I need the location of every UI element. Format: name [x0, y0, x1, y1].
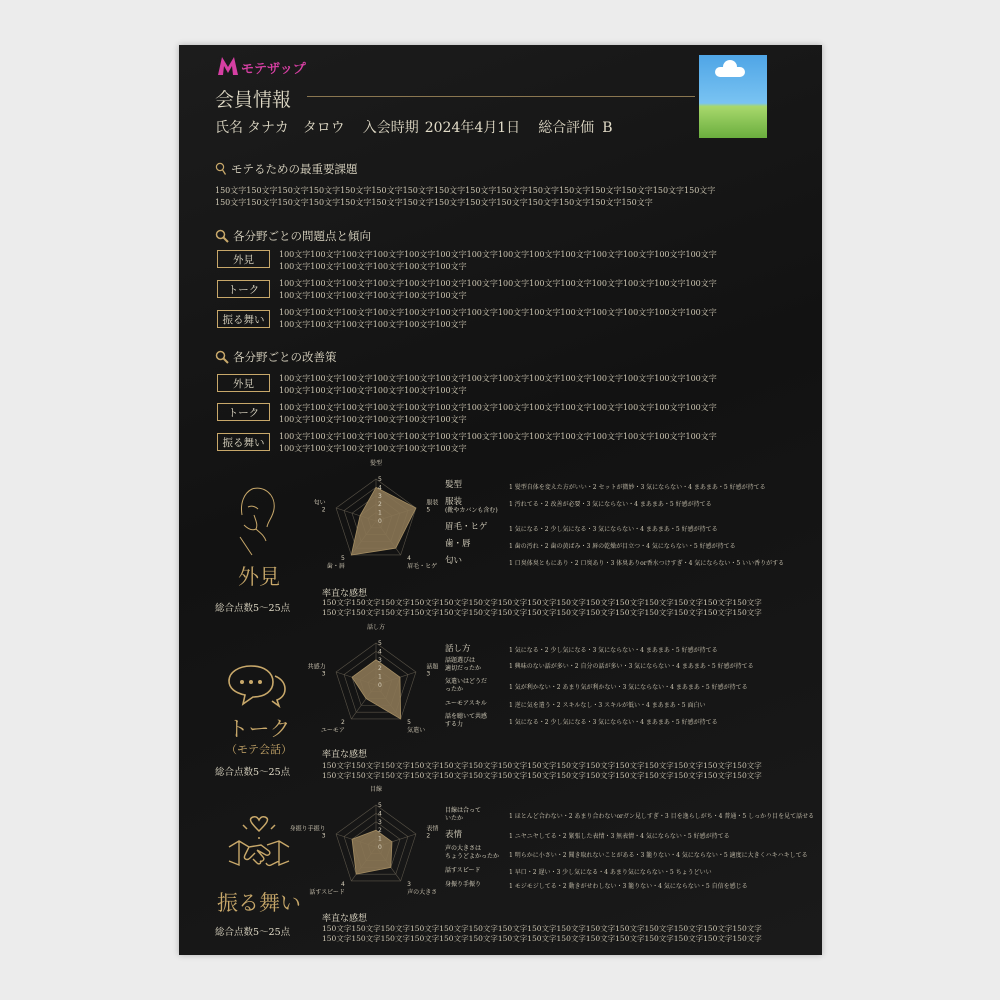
text-line: 150文字150文字150文字150文字150文字150文字150文字150文字150文字150文字150文字150文字150文字150文字150文字 — [322, 771, 762, 780]
radar-axis-value: 3 — [321, 832, 326, 840]
problems-heading — [215, 228, 371, 246]
criterion-desc: 1 早口・2 遅い・3 少し気になる・4 あまり気にならない・5 ちょうどいい — [509, 869, 712, 876]
criterion-label: 話すスピード — [445, 867, 481, 874]
radar-axis-label: 話し方 — [366, 624, 386, 631]
improve-text-appearance — [279, 373, 717, 397]
text-line: 150文字150文字150文字150文字150文字150文字150文字150文字150文字150文字150文字150文字150文字150文字150文字 — [322, 598, 762, 607]
radar-tick-label: 5 — [378, 802, 382, 809]
criterion-label: 眉毛・ヒゲ — [445, 522, 488, 532]
brand-logo — [217, 55, 357, 79]
radar-axis-label: 服装 — [426, 499, 439, 507]
text-line: 100文字100文字100文字100文字100文字100文字 — [279, 291, 467, 300]
section-subtitle-talk: （モテ会話） — [226, 743, 292, 756]
criterion-label: 気遣いはどうだ ったか — [445, 678, 488, 693]
improvements-heading — [215, 349, 337, 367]
magnifier-icon — [215, 229, 229, 246]
criterion-note: (靴やカバンも含む) — [445, 507, 498, 514]
section-title-behavior: 振る舞い — [217, 891, 301, 915]
radar-axis-label: 匂い — [313, 499, 326, 507]
join-value: 2024年4月1日 — [424, 120, 521, 136]
criterion-label: 髪型 — [445, 480, 463, 490]
radar-axis-value: 3 — [426, 670, 431, 678]
radar-chart-talk — [307, 623, 439, 751]
radar-axis-value: 5 — [341, 554, 345, 562]
radar-axis-label: 気遣い — [407, 726, 426, 734]
text-line: 150文字150文字150文字150文字150文字150文字150文字150文字150文字150文字150文字150文字150文字150文字150文字 — [322, 934, 762, 943]
issue-heading — [215, 161, 358, 179]
pin-icon — [215, 162, 227, 179]
radar-axis-label: 歯・唇 — [326, 562, 345, 570]
logo-m-icon — [217, 55, 239, 77]
text-line: 150文字150文字150文字150文字150文字150文字150文字150文字150文字150文字150文字150文字150文字150文字150文字 — [322, 608, 762, 617]
issue-body — [215, 185, 715, 209]
radar-axis-value: 2 — [321, 506, 326, 514]
criterion-desc: 1 歯の汚れ・2 歯の黄ばみ・3 唇の乾燥が目立つ・4 気にならない・5 好感が持てる — [509, 543, 736, 550]
text-line: 100文字100文字100文字100文字100文字100文字100文字100文字100文字100文字100文字100文字100文字100文字 — [279, 250, 717, 259]
issue-line: 150文字150文字150文字150文字150文字150文字150文字150文字150文字150文字150文字150文字150文字150文字 — [215, 198, 653, 207]
name-value: タナカ タロウ — [247, 120, 345, 136]
member-photo — [699, 55, 767, 138]
radar-axis-value: 2 — [426, 832, 431, 840]
criterion-desc: 1 明らかに小さい・2 聞き取れないことがある・3 籠りない・4 気にならない・5 適度に大きくハキハキしてる — [509, 852, 808, 859]
radar-axis-label: 声の大きさ — [407, 888, 438, 896]
criterion-desc: 1 気が利かない・2 あまり気が利かない・3 気にならない・4 まあまあ・5 好感が持てる — [509, 684, 748, 691]
criterion-desc: 1 気になる・2 少し気になる・3 気にならない・4 まあまあ・5 好感が持てる — [509, 647, 718, 654]
page-title: 会員情報 — [215, 89, 292, 111]
text-line: 100文字100文字100文字100文字100文字100文字100文字100文字100文字100文字100文字100文字100文字100文字 — [279, 308, 717, 317]
criterion-label: 匂い — [445, 556, 463, 566]
issue-line: 150文字150文字150文字150文字150文字150文字150文字150文字150文字150文字150文字150文字150文字150文字150文字150文字 — [215, 186, 716, 195]
radar-axis-label: 髪型 — [369, 460, 383, 467]
problem-text-talk — [279, 278, 717, 302]
name-label: 氏名 — [215, 120, 243, 136]
criterion-label: 表情 — [445, 830, 463, 840]
criterion-desc: 1 気になる・2 少し気になる・3 気にならない・4 まあまあ・5 好感が持てる — [509, 719, 718, 726]
criterion-desc: 1 モジモジしてる・2 動きがせわしない・3 籠りない・4 気にならない・5 自信を感じる — [509, 883, 748, 890]
radar-tick-label: 4 — [378, 648, 382, 656]
feel-body — [322, 924, 762, 944]
improve-tag-appearance: 外見 — [217, 374, 270, 392]
text-line: 100文字100文字100文字100文字100文字100文字100文字100文字100文字100文字100文字100文字100文字100文字 — [279, 374, 717, 383]
radar-tick-label: 1 — [378, 509, 382, 517]
radar-axis-label: 表情 — [426, 825, 439, 833]
radar-axis-label: 目線 — [369, 786, 383, 793]
radar-data-area — [352, 660, 401, 719]
chat-bubbles-icon — [227, 662, 287, 708]
feel-heading: 率直な感想 — [322, 589, 368, 599]
rating-value: B — [602, 120, 613, 136]
criterion-label: 声の大きさは ちょうどよかったか — [445, 845, 500, 860]
feel-body — [322, 761, 762, 781]
criterion-desc: 1 髪型自体を変えた方がいい・2 セットが微妙・3 気にならない・4 まあまあ・5 好感が持てる — [509, 484, 766, 491]
criterion-label: ユーモアスキル — [445, 700, 487, 707]
radar-data-area — [351, 487, 416, 555]
radar-tick-label: 2 — [378, 827, 382, 835]
radar-tick-label: 3 — [378, 656, 382, 664]
text-line: 100文字100文字100文字100文字100文字100文字 — [279, 320, 467, 329]
criterion-desc: 1 口臭体臭ともにあり・2 口臭あり・3 体臭ありor香水つけすぎ・4 気にならない・5 いい香りがする — [509, 560, 785, 567]
criterion-label: 話題選びは 適切だったか — [445, 657, 482, 672]
radar-axis-value: 3 — [407, 880, 411, 888]
radar-axis-value: 5 — [426, 506, 431, 514]
feel-heading: 率直な感想 — [322, 914, 368, 924]
section-title-talk: トーク — [227, 717, 291, 741]
radar-tick-label: 3 — [378, 492, 382, 500]
join-label: 入会時期 — [362, 120, 419, 136]
title-divider — [307, 96, 695, 97]
radar-data-area — [352, 830, 392, 874]
criterion-desc: 1 興味のない話が多い・2 自分の話が多い・3 気にならない・4 まあまあ・5 好感が持てる — [509, 663, 754, 670]
criterion-desc: 1 ニヤニヤしてる・2 緊張した表情・3 無表情・4 気にならない・5 好感が持てる — [509, 833, 730, 840]
radar-chart-behavior — [289, 785, 439, 913]
handshake-heart-icon — [227, 815, 291, 877]
criterion-label: 服装 — [445, 497, 463, 507]
text-line: 100文字100文字100文字100文字100文字100文字 — [279, 415, 467, 424]
improvements-heading-text: 各分野ごとの改善策 — [233, 350, 337, 364]
radar-tick-label: 4 — [378, 810, 382, 818]
radar-tick-label: 2 — [378, 665, 382, 673]
radar-tick-label: 3 — [378, 818, 382, 826]
criterion-label: 目線は合って いたか — [445, 807, 482, 822]
radar-axis-label: 眉毛・ヒゲ — [407, 562, 438, 570]
criterion-label: 歯・唇 — [445, 539, 471, 549]
problem-text-appearance — [279, 249, 717, 273]
improve-text-talk — [279, 402, 717, 426]
criterion-label: 身振り手振り — [445, 881, 482, 888]
improve-text-behavior — [279, 431, 717, 455]
member-info-row — [215, 117, 622, 137]
radar-axis-label: 共感力 — [307, 663, 326, 671]
feel-body — [322, 598, 762, 618]
score-range-behavior: 総合点数5〜25点 — [215, 927, 291, 938]
rating-label: 総合評価 — [538, 120, 595, 136]
radar-tick-label: 1 — [378, 673, 382, 681]
text-line: 100文字100文字100文字100文字100文字100文字100文字100文字100文字100文字100文字100文字100文字100文字 — [279, 279, 717, 288]
radar-tick-label: 4 — [378, 484, 382, 492]
text-line: 150文字150文字150文字150文字150文字150文字150文字150文字150文字150文字150文字150文字150文字150文字150文字 — [322, 761, 762, 770]
radar-axis-value: 5 — [407, 718, 411, 726]
radar-axis-label: 話すスピード — [309, 888, 345, 896]
criterion-desc: 1 逆に気を遣う・2 スキルなし・3 スキルが低い・4 まあまあ・5 面白い — [509, 702, 706, 709]
feel-heading: 率直な感想 — [322, 750, 368, 760]
criterion-label: 話を聴いて共感 する力 — [445, 713, 488, 728]
problem-tag-behavior: 振る舞い — [217, 310, 270, 328]
magnifier-icon — [215, 350, 229, 367]
problems-heading-text: 各分野ごとの問題点と傾向 — [233, 229, 371, 243]
text-line: 100文字100文字100文字100文字100文字100文字100文字100文字100文字100文字100文字100文字100文字100文字 — [279, 432, 717, 441]
radar-tick-label: 2 — [378, 501, 382, 509]
radar-tick-label: 1 — [378, 835, 382, 843]
text-line: 100文字100文字100文字100文字100文字100文字 — [279, 262, 467, 271]
problem-tag-appearance: 外見 — [217, 250, 270, 268]
brand-name: モテザップ — [241, 62, 306, 77]
radar-axis-label: ユーモア — [320, 726, 345, 734]
radar-axis-value: 4 — [341, 880, 345, 888]
cloud-shape — [715, 67, 745, 77]
text-line: 150文字150文字150文字150文字150文字150文字150文字150文字150文字150文字150文字150文字150文字150文字150文字 — [322, 924, 762, 933]
problem-text-behavior — [279, 307, 717, 331]
radar-tick-label: 0 — [378, 844, 382, 851]
text-line: 100文字100文字100文字100文字100文字100文字 — [279, 444, 467, 453]
score-range-appearance: 総合点数5〜25点 — [215, 603, 291, 614]
criterion-desc: 1 汚れてる・2 改善が必要・3 気にならない・4 まあまあ・5 好感が持てる — [509, 501, 712, 508]
improve-tag-behavior: 振る舞い — [217, 433, 270, 451]
face-icon — [234, 485, 282, 557]
radar-axis-label: 身振り手振り — [289, 825, 326, 833]
radar-axis-label: 話題 — [426, 663, 439, 671]
radar-axis-value: 4 — [407, 554, 411, 562]
score-range-talk: 総合点数5〜25点 — [215, 767, 291, 778]
member-sheet — [179, 45, 822, 955]
section-title-appearance: 外見 — [238, 565, 280, 589]
radar-tick-label: 5 — [378, 476, 382, 483]
criterion-label: 話し方 — [445, 644, 471, 654]
radar-chart-appearance — [314, 459, 439, 587]
problem-tag-talk: トーク — [217, 280, 270, 298]
text-line: 100文字100文字100文字100文字100文字100文字100文字100文字100文字100文字100文字100文字100文字100文字 — [279, 403, 717, 412]
radar-axis-value: 2 — [341, 718, 345, 726]
radar-axis-value: 3 — [321, 670, 326, 678]
improve-tag-talk: トーク — [217, 403, 270, 421]
text-line: 100文字100文字100文字100文字100文字100文字 — [279, 386, 467, 395]
radar-tick-label: 0 — [378, 682, 382, 689]
issue-heading-text: モテるための最重要課題 — [231, 162, 358, 176]
radar-tick-label: 5 — [378, 640, 382, 647]
criterion-desc: 1 気になる・2 少し気になる・3 気にならない・4 まあまあ・5 好感が持てる — [509, 526, 718, 533]
criterion-desc: 1 ほとんど合わない・2 あまり合わないorガン見しすぎ・3 目を逸らしがち・4 普通・5 しっかり目を見て話せる — [509, 813, 815, 820]
radar-tick-label: 0 — [378, 518, 382, 525]
